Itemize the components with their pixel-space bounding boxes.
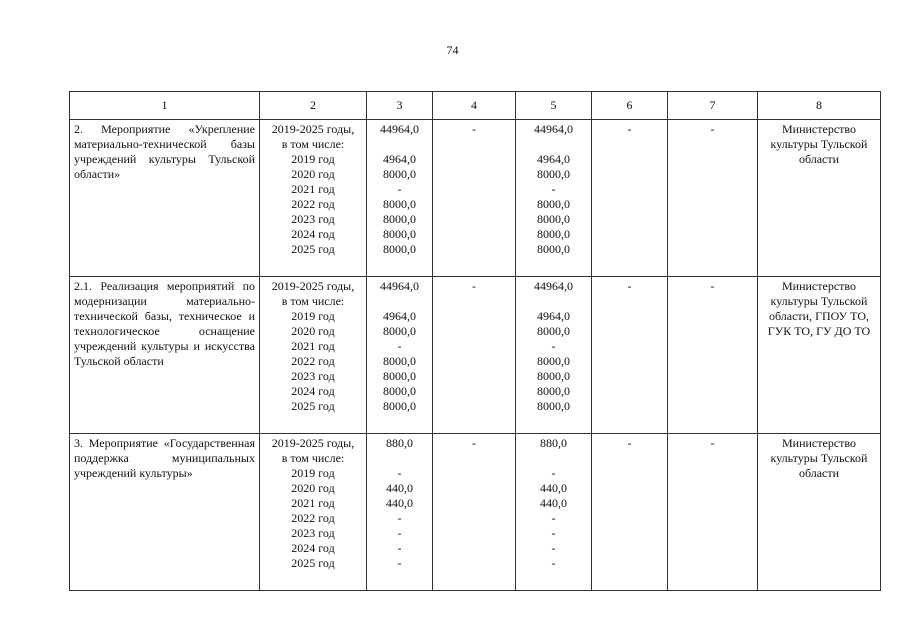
col-5-value: [516, 137, 591, 152]
col-3-value: 8000,0: [383, 227, 416, 241]
col-5-value: 880,0: [540, 436, 567, 450]
table-row: [70, 434, 881, 591]
period-line: в том числе:: [281, 451, 345, 465]
executor-name: Министерство культуры Тульской области, ГПОУ ТО, ГУК ТО, ГУ ДО ТО: [767, 279, 871, 338]
col-3-value: 8000,0: [383, 197, 416, 211]
period-line: 2021 год: [291, 496, 335, 510]
header-col-4: 4: [433, 92, 516, 120]
col-4-value: -: [472, 122, 476, 136]
period-line: 2019-2025 годы,: [271, 436, 355, 450]
col-5-value: 8000,0: [537, 212, 570, 226]
col-5-value: -: [551, 466, 556, 480]
measure-name: 3. Мероприятие «Государственная поддержка муниципальных учреждений культуры»: [74, 436, 255, 480]
col-7-value: -: [710, 436, 715, 450]
period-line: 2020 год: [291, 167, 335, 181]
col-5-value: 8000,0: [537, 227, 570, 241]
period-line: 2019-2025 годы,: [271, 279, 355, 293]
table-row: [70, 120, 881, 277]
period-line: 2022 год: [291, 197, 335, 211]
period-line: в том числе:: [281, 137, 345, 151]
period-line: 2025 год: [291, 242, 335, 256]
period-line: 2021 год: [291, 339, 335, 353]
header-col-1: 1: [70, 92, 260, 120]
col-3-value: 44964,0: [380, 279, 419, 293]
col-3-value: 8000,0: [383, 212, 416, 226]
program-table: [69, 91, 881, 591]
col-3-value: [367, 294, 432, 309]
col-3-value: 4964,0: [383, 309, 416, 323]
page-number: 74: [446, 43, 459, 57]
col-6-value: -: [627, 436, 632, 450]
col-7-cell: [668, 120, 758, 277]
col-3-cell: [367, 120, 433, 277]
col-3-value: 880,0: [386, 436, 413, 450]
col-3-value: 440,0: [386, 481, 413, 495]
col-3-value: 8000,0: [383, 167, 416, 181]
period-line: 2024 год: [291, 541, 335, 555]
col-7-cell: [668, 434, 758, 591]
header-col-2: 2: [260, 92, 367, 120]
period-line: 2025 год: [291, 556, 335, 570]
col-4-cell: [433, 434, 516, 591]
col-4-cell: [433, 277, 516, 434]
col-7-cell: [668, 277, 758, 434]
col-5-value: 44964,0: [534, 122, 573, 136]
col-5-value: 44964,0: [534, 279, 573, 293]
col-5-value: -: [551, 511, 556, 525]
col-5-value: 8000,0: [537, 197, 570, 211]
executor-name: Министерство культуры Тульской области: [770, 436, 868, 480]
col-3-value: 8000,0: [383, 399, 416, 413]
col-5-value: -: [551, 182, 556, 196]
col-3-value: [367, 137, 432, 152]
period-line: 2023 год: [291, 526, 335, 540]
col-5-value: 8000,0: [537, 399, 570, 413]
header-col-5: 5: [516, 92, 592, 120]
col-7-value: -: [710, 122, 715, 136]
col-3-value: 8000,0: [383, 324, 416, 338]
measure-name: 2.1. Реализация мероприятий по модернизации материально-технической базы, техническое и технологическое оснащение учреждений культуры и искусства Тульской области: [74, 279, 255, 368]
period-line: 2022 год: [291, 354, 335, 368]
col-3-value: -: [397, 339, 402, 353]
col-4-value: -: [472, 436, 476, 450]
col-6-cell: [592, 277, 668, 434]
col-5-value: 440,0: [540, 496, 567, 510]
col-5-cell: [516, 120, 592, 277]
period-line: 2019 год: [291, 466, 335, 480]
period-line: 2020 год: [291, 324, 335, 338]
header-row: [70, 92, 881, 120]
period-line: 2025 год: [291, 399, 335, 413]
period-line: 2023 год: [291, 212, 335, 226]
table-row: [70, 277, 881, 434]
col-5-value: 8000,0: [537, 324, 570, 338]
col-5-value: 4964,0: [537, 309, 570, 323]
col-3-cell: [367, 434, 433, 591]
col-6-value: -: [627, 279, 632, 293]
col-5-value: -: [551, 556, 556, 570]
col-5-value: 8000,0: [537, 369, 570, 383]
col-5-value: -: [551, 339, 556, 353]
period-line: 2021 год: [291, 182, 335, 196]
col-5-value: [516, 451, 591, 466]
col-4-value: -: [472, 279, 476, 293]
col-3-value: -: [397, 466, 402, 480]
measure-name-cell: [70, 277, 260, 434]
period-line: 2019 год: [291, 309, 335, 323]
col-6-value: -: [627, 122, 632, 136]
col-5-value: 8000,0: [537, 242, 570, 256]
col-3-value: -: [397, 182, 402, 196]
period-line: 2019-2025 годы,: [271, 122, 355, 136]
period-cell: [260, 120, 367, 277]
col-6-cell: [592, 120, 668, 277]
period-line: 2024 год: [291, 384, 335, 398]
col-3-value: 8000,0: [383, 369, 416, 383]
col-5-value: 8000,0: [537, 384, 570, 398]
measure-name-cell: [70, 434, 260, 591]
header-col-6: 6: [592, 92, 668, 120]
col-3-value: 8000,0: [383, 354, 416, 368]
col-3-value: [367, 451, 432, 466]
executor-cell: [758, 434, 881, 591]
col-5-value: 8000,0: [537, 167, 570, 181]
col-5-value: [516, 294, 591, 309]
col-3-value: 4964,0: [383, 152, 416, 166]
col-5-cell: [516, 277, 592, 434]
period-line: 2023 год: [291, 369, 335, 383]
col-3-value: -: [397, 526, 402, 540]
period-line: в том числе:: [281, 294, 345, 308]
col-3-value: 8000,0: [383, 384, 416, 398]
col-5-value: -: [551, 541, 556, 555]
period-line: 2020 год: [291, 481, 335, 495]
col-6-cell: [592, 434, 668, 591]
period-cell: [260, 277, 367, 434]
col-5-value: -: [551, 526, 556, 540]
col-3-cell: [367, 277, 433, 434]
executor-cell: [758, 277, 881, 434]
col-3-value: -: [397, 556, 402, 570]
col-5-value: 440,0: [540, 481, 567, 495]
col-4-cell: [433, 120, 516, 277]
col-3-value: -: [397, 511, 402, 525]
header-col-8: 8: [758, 92, 881, 120]
measure-name-cell: [70, 120, 260, 277]
period-cell: [260, 434, 367, 591]
col-5-cell: [516, 434, 592, 591]
col-5-value: 4964,0: [537, 152, 570, 166]
col-7-value: -: [710, 279, 715, 293]
col-3-value: -: [397, 541, 402, 555]
measure-name: 2. Мероприятие «Укрепление материально-технической базы учреждений культуры Тульской области»: [74, 122, 255, 181]
header-col-3: 3: [367, 92, 433, 120]
col-3-value: 8000,0: [383, 242, 416, 256]
period-line: 2022 год: [291, 511, 335, 525]
col-5-value: 8000,0: [537, 354, 570, 368]
period-line: 2019 год: [291, 152, 335, 166]
executor-name: Министерство культуры Тульской области: [770, 122, 868, 166]
period-line: 2024 год: [291, 227, 335, 241]
header-col-7: 7: [668, 92, 758, 120]
col-3-value: 440,0: [386, 496, 413, 510]
executor-cell: [758, 120, 881, 277]
col-3-value: 44964,0: [380, 122, 419, 136]
